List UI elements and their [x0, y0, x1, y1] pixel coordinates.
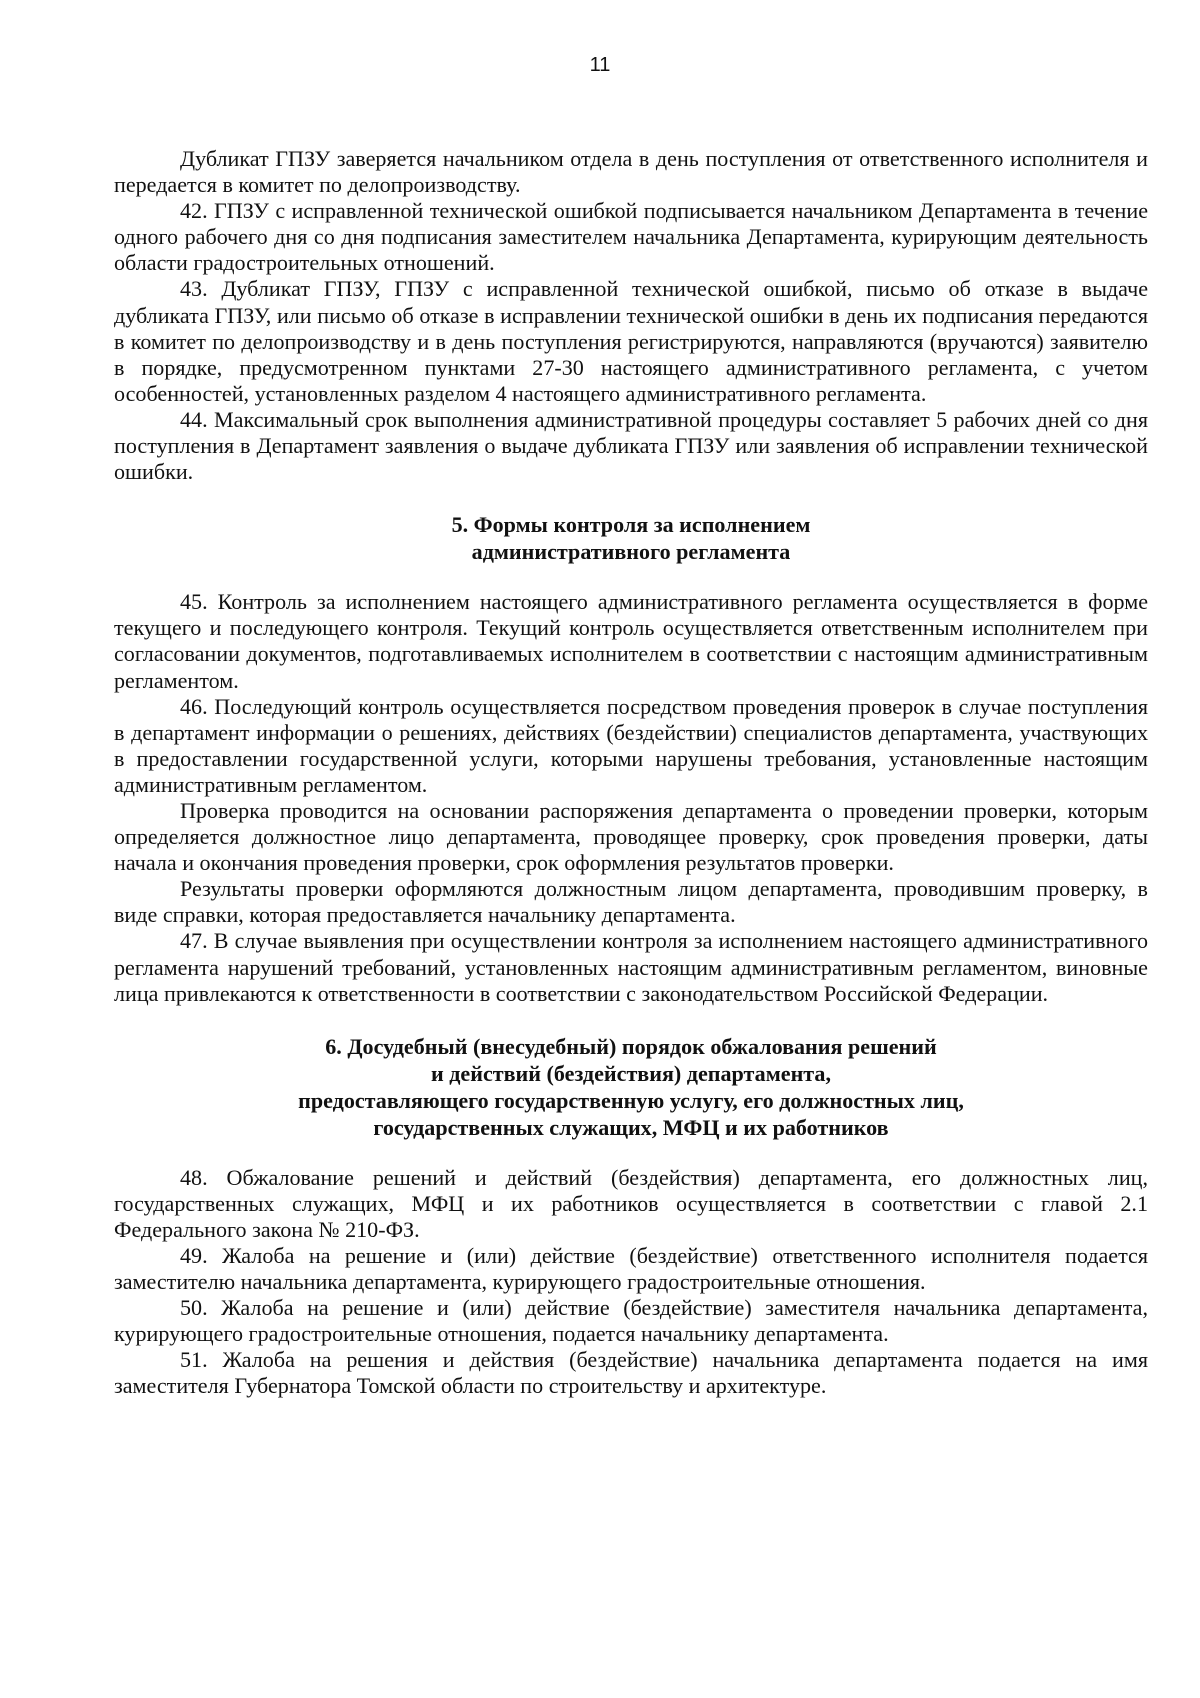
section-6-heading-line-2: и действий (бездействия) департамента, — [430, 1060, 831, 1086]
paragraph-50: 50. Жалоба на решение и (или) действие (бездействие) заместителя начальника департамента, курирующего градостроительные отношения, подается начальнику департамента. — [114, 1295, 1148, 1347]
paragraph-44: 44. Максимальный срок выполнения административной процедуры составляет 5 рабочих дней со дня поступления в Департамент заявления о выдаче дубликата ГПЗУ или заявления об исправлении технической ошибки. — [114, 406, 1148, 485]
section-6-heading-line-1: 6. Досудебный (внесудебный) порядок обжалования решений — [325, 1033, 937, 1059]
section-6-heading-line-3: предоставляющего государственную услугу, его должностных лиц, — [298, 1087, 964, 1113]
paragraph-results: Результаты проверки оформляются должностным лицом департамента, проводившим проверку, в виде справки, которая предоставляется начальнику департамента. — [114, 876, 1148, 928]
paragraph-43: 43. Дубликат ГПЗУ, ГПЗУ с исправленной технической ошибкой, письмо об отказе в выдаче дубликата ГПЗУ, или письмо об отказе в исправлении технической ошибки в день их подписания передаются в комитет по делопроизводству и в день поступления регистрируются, направляются (вручаются) заявителю в порядке, предусмотренном пунктами 27-30 настоящего административного регламента, с учетом особенностей, установленных разделом 4 настоящего административного регламента. — [114, 276, 1148, 406]
paragraph-46: 46. Последующий контроль осуществляется посредством проведения проверок в случае поступления в департамент информации о решениях, действиях (бездействии) специалистов департамента, участвующих в предоставлении государственной услуги, которыми нарушены требования, установленные настоящим административным регламентом. — [114, 693, 1148, 797]
paragraph-51: 51. Жалоба на решения и действия (бездействие) начальника департамента подается на имя заместителя Губернатора Томской области по строительству и архитектуре. — [114, 1347, 1148, 1399]
section-5-heading-line-1: 5. Формы контроля за исполнением — [451, 512, 811, 538]
paragraph-49: 49. Жалоба на решение и (или) действие (бездействие) ответственного исполнителя подается заместителю начальника департамента, курирующего градостроительные отношения. — [114, 1243, 1148, 1295]
paragraph-42: 42. ГПЗУ с исправленной технической ошибкой подписывается начальником Департамента в течение одного рабочего дня со дня подписания заместителем начальника Департамента, курирующим деятельность области градостроительных отношений. — [114, 198, 1148, 276]
section-6-heading — [114, 1033, 1148, 1141]
section-6-heading-line-4: государственных служащих, МФЦ и их работников — [373, 1114, 889, 1140]
paragraph-45: 45. Контроль за исполнением настоящего административного регламента осуществляется в форме текущего и последующего контроля. Текущий контроль осуществляется ответственным исполнителем при согласовании документов, подготавливаемых исполнителем в соответствии с настоящим административным регламентом. — [114, 589, 1148, 693]
paragraph-47: 47. В случае выявления при осуществлении контроля за исполнением настоящего административного регламента нарушений требований, установленных настоящим административным регламентом, виновные лица привлекаются к ответственности в соответствии с законодательством Российской Федерации. — [114, 928, 1148, 1006]
page-number: 11 — [589, 54, 611, 76]
document-body — [114, 146, 1148, 1400]
section-5-heading-line-2: административного регламента — [471, 539, 791, 565]
paragraph-inspection: Проверка проводится на основании распоряжения департамента о проведении проверки, которым определяется должностное лицо департамента, проводящее проверку, срок проведения проверки, даты начала и окончания проведения проверки, срок оформления результатов проверки. — [114, 797, 1148, 876]
paragraph-48: 48. Обжалование решений и действий (бездействия) департамента, его должностных лиц, государственных служащих, МФЦ и их работников осуществляется в соответствии с главой 2.1 Федерального закона № 210-ФЗ. — [114, 1164, 1148, 1242]
section-5-heading — [114, 511, 1148, 565]
paragraph: Дубликат ГПЗУ заверяется начальником отдела в день поступления от ответственного исполнителя и передается в комитет по делопроизводству. — [114, 146, 1148, 198]
